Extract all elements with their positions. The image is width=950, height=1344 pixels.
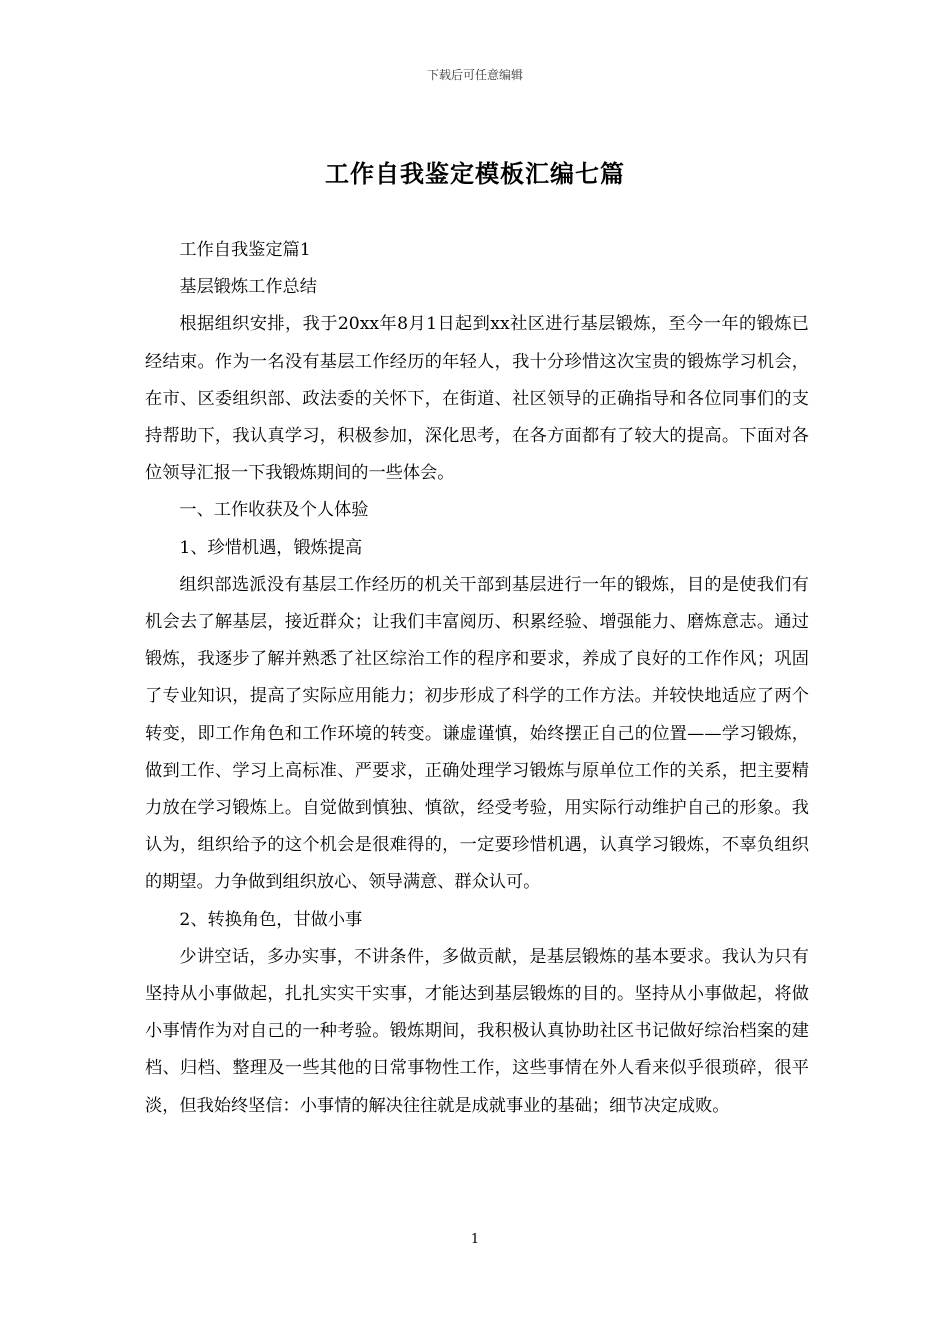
body-paragraph: 根据组织安排，我于20xx年8月1日起到xx社区进行基层锻炼，至今一年的锻炼已经结束。作为一名没有基层工作经历的年轻人，我十分珍惜这次宝贵的锻炼学习机会，在市、区委组织部、政法委的关怀下，在街道、社区领导的正确指导和各位同事们的支持帮助下，我认真学习，积极参加，深化思考，在各方面都有了较大的提高。下面对各位领导汇报一下我锻炼期间的一些体会。 [145, 314, 809, 484]
subsection-heading: 1、珍惜机遇，锻炼提高 [179, 537, 363, 558]
subsection-heading: 2、转换角色，甘做小事 [179, 909, 363, 930]
body-paragraph: 少讲空话，多办实事，不讲条件，多做贡献，是基层锻炼的基本要求。我认为只有坚持从小事做起，扎扎实实干实事，才能达到基层锻炼的目的。坚持从小事做起，将做小事情作为对自己的一种考验。锻炼期间，我积极认真协助社区书记做好综治档案的建档、归档、整理及一些其他的日常事物性工作，这些事情在外人看来似乎很琐碎，很平淡，但我始终坚信：小事情的解决往往就是成就事业的基础；细节决定成败。 [145, 946, 809, 1116]
body-paragraph: 组织部选派没有基层工作经历的机关干部到基层进行一年的锻炼，目的是使我们有机会去了解基层，接近群众；让我们丰富阅历、积累经验、增强能力、磨炼意志。通过锻炼，我逐步了解并熟悉了社区综治工作的程序和要求，养成了良好的工作作风；巩固了专业知识，提高了实际应用能力；初步形成了科学的工作方法。并较快地适应了两个转变，即工作角色和工作环境的转变。谦虚谨慎，始终摆正自己的位置——学习锻炼，做到工作、学习上高标准、严要求，正确处理学习锻炼与原单位工作的关系，把主要精力放在学习锻炼上。自觉做到慎独、慎欲，经受考验，用实际行动维护自己的形象。我认为，组织给予的这个机会是很难得的，一定要珍惜机遇，认真学习锻炼，不辜负组织的期望。力争做到组织放心、领导满意、群众认可。 [145, 574, 809, 893]
document-body [145, 232, 809, 1125]
section-heading: 工作自我鉴定篇1 [179, 240, 311, 260]
document-title: 工作自我鉴定模板汇编七篇 [325, 159, 625, 188]
page-number: 1 [470, 1232, 480, 1247]
subtitle: 基层锻炼工作总结 [179, 277, 317, 298]
header-note: 下载后可任意编辑 [426, 68, 523, 82]
section-heading: 一、工作收获及个人体验 [179, 500, 369, 521]
